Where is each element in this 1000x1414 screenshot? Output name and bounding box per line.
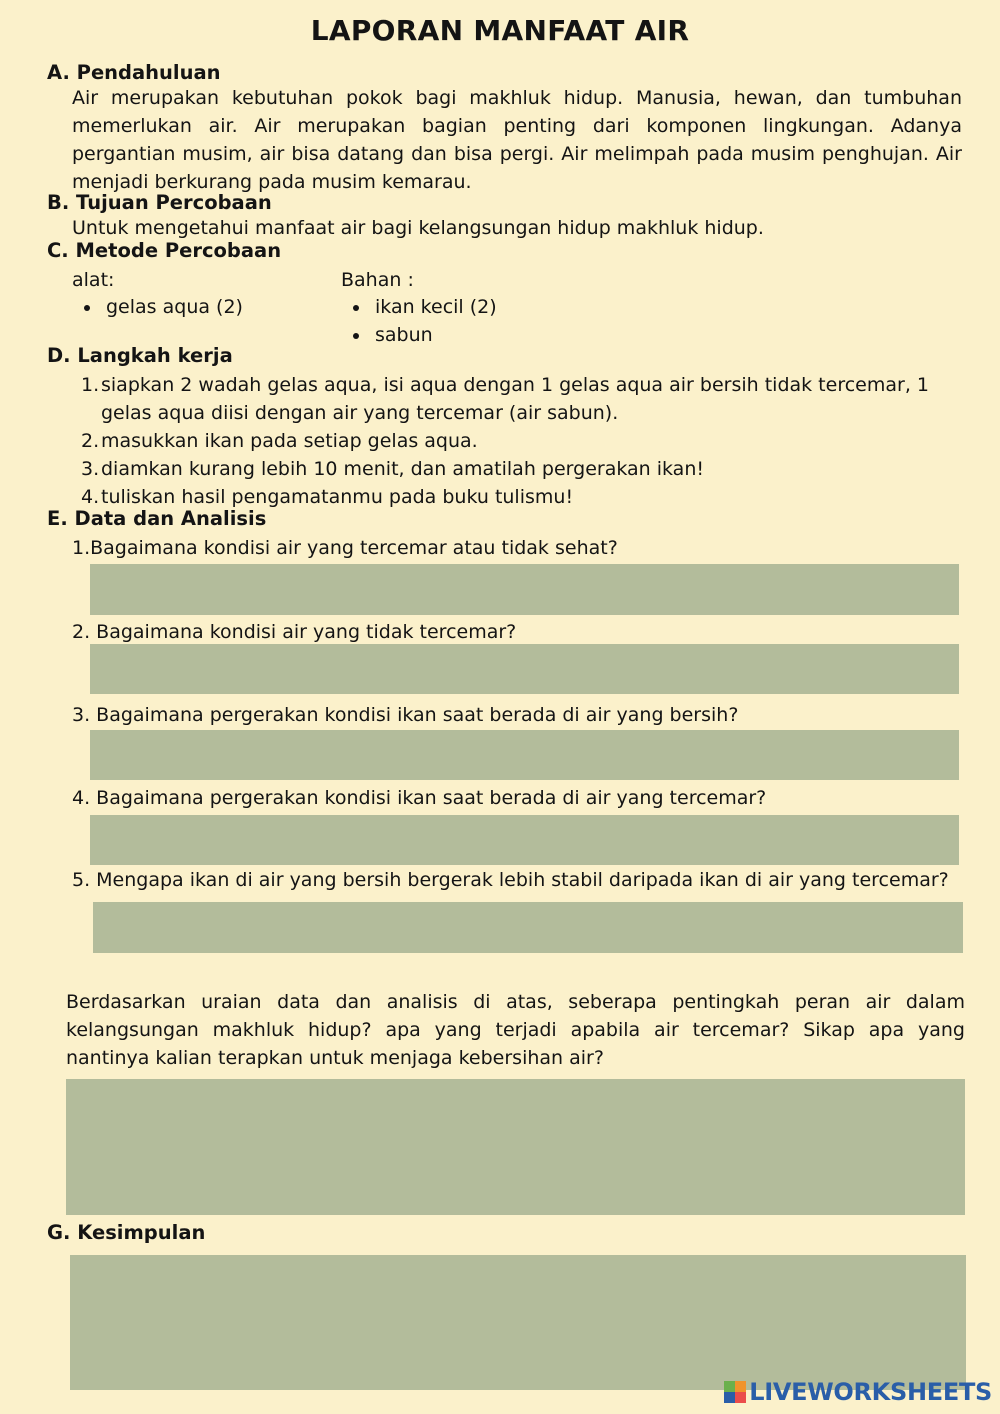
bahan-list (341, 293, 497, 349)
step-text: masukkan ikan pada setiap gelas aqua. (101, 430, 478, 452)
section-d-heading: D. Langkah kerja (47, 344, 233, 367)
answer-box-2[interactable] (90, 644, 959, 694)
alat-label: alat: (72, 269, 115, 291)
step-number: 1. (81, 374, 100, 396)
reflection-answer-box[interactable] (66, 1079, 965, 1215)
bahan-label: Bahan : (341, 269, 414, 291)
question-1: 1.Bagaimana kondisi air yang tercemar atau tidak sehat? (72, 537, 618, 559)
liveworksheets-watermark (724, 1378, 992, 1406)
question-5: 5. Mengapa ikan di air yang bersih bergerak lebih stabil daripada ikan di air yang tercemar? (72, 869, 949, 891)
section-a-heading: A. Pendahuluan (47, 61, 221, 84)
question-4: 4. Bagaimana pergerakan kondisi ikan saat berada di air yang tercemar? (72, 787, 767, 809)
answer-box-3[interactable] (90, 730, 959, 780)
alat-item: gelas aqua (2) (72, 293, 243, 321)
section-g-heading: G. Kesimpulan (47, 1221, 206, 1244)
step-text: tuliskan hasil pengamatanmu pada buku tulismu! (101, 486, 574, 508)
reflection-prompt: Berdasarkan uraian data dan analisis di atas, seberapa pentingkah peran air dalam kelangsungan makhluk hidup? apa yang terjadi apabila air tercemar? Sikap apa yang nantinya kalian terapkan untuk menjaga kebersihan air? (66, 991, 965, 1069)
question-2: 2. Bagaimana kondisi air yang tidak tercemar? (72, 621, 517, 643)
section-a-body: Air merupakan kebutuhan pokok bagi makhluk hidup. Manusia, hewan, dan tumbuhan memerlukan air. Air merupakan bagian penting dari komponen lingkungan. Adanya pergantian musim, air bisa datang dan bisa pergi. Air melimpah pada musim penghujan. Air menjadi berkurang pada musim kemarau. (72, 87, 962, 193)
answer-box-5[interactable] (93, 902, 963, 953)
page-title: LAPORAN MANFAAT AIR (310, 14, 690, 47)
answer-box-4[interactable] (90, 815, 959, 865)
step-text: diamkan kurang lebih 10 menit, dan amatilah pergerakan ikan! (101, 458, 704, 480)
section-e-heading: E. Data dan Analisis (47, 507, 267, 530)
step-item (81, 427, 961, 455)
section-b-body: Untuk mengetahui manfaat air bagi kelangsungan hidup makhluk hidup. (72, 217, 764, 239)
steps-list (81, 371, 961, 511)
conclusion-answer-box[interactable] (70, 1255, 966, 1390)
step-item (81, 455, 961, 483)
watermark-text: LIVEWORKSHEETS (749, 1378, 992, 1406)
section-b-heading: B. Tujuan Percobaan (47, 191, 272, 214)
liveworksheets-logo-icon (724, 1381, 746, 1403)
bahan-item: ikan kecil (2) (341, 293, 497, 321)
section-c-heading: C. Metode Percobaan (47, 239, 282, 262)
step-item (81, 371, 961, 427)
step-number: 2. (81, 430, 100, 452)
step-number: 4. (81, 486, 100, 508)
question-3: 3. Bagaimana pergerakan kondisi ikan saat berada di air yang bersih? (72, 704, 739, 726)
answer-box-1[interactable] (90, 564, 959, 615)
alat-list (72, 293, 243, 321)
step-text: siapkan 2 wadah gelas aqua, isi aqua dengan 1 gelas aqua air bersih tidak tercemar, 1 gelas aqua diisi dengan air yang tercemar (air sabun). (101, 374, 929, 424)
step-number: 3. (81, 458, 100, 480)
bahan-item: sabun (341, 321, 497, 349)
